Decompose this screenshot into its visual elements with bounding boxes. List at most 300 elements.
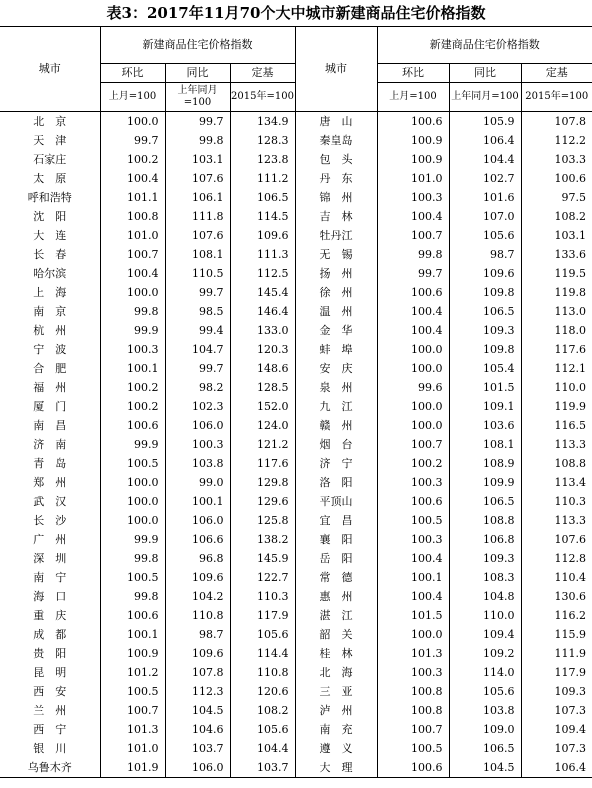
mom-right: 99.6 <box>377 378 449 397</box>
city-right: 宜 昌 <box>295 511 377 530</box>
table-row <box>0 511 592 530</box>
table-row <box>0 682 592 701</box>
base-right: 108.2 <box>554 210 587 223</box>
mom-left: 100.5 <box>100 568 165 587</box>
base-right: 97.5 <box>561 191 587 204</box>
yoy-left: 98.5 <box>165 302 230 321</box>
city-right: 泸 州 <box>295 701 377 720</box>
yoy-left: 104.6 <box>165 720 230 739</box>
base-right: 116.5 <box>554 419 587 432</box>
mom-left: 100.6 <box>100 606 165 625</box>
yoy-header-right: 同比 <box>449 64 521 83</box>
table-row <box>0 454 592 473</box>
city-left: 上 海 <box>0 283 100 302</box>
base-right: 133.6 <box>554 248 587 261</box>
table-title: 表3：2017年11月70个大中城市新建商品住宅价格指数 <box>106 4 486 22</box>
mom-right: 100.0 <box>377 359 449 378</box>
city-left: 宁 波 <box>0 340 100 359</box>
yoy-left: 103.1 <box>165 150 230 169</box>
mom-right: 100.5 <box>377 739 449 758</box>
city-left: 昆 明 <box>0 663 100 682</box>
city-left: 西 宁 <box>0 720 100 739</box>
base-right: 119.5 <box>554 267 587 280</box>
yoy-left: 103.8 <box>165 454 230 473</box>
mom-right: 100.7 <box>377 226 449 245</box>
mom-right: 100.5 <box>377 511 449 530</box>
yoy-right: 109.2 <box>449 644 521 663</box>
yoy-left: 112.3 <box>165 682 230 701</box>
yoy-left: 99.8 <box>165 131 230 150</box>
mom-right: 100.3 <box>377 473 449 492</box>
yoy-left: 99.7 <box>165 112 230 132</box>
yoy-right: 102.7 <box>449 169 521 188</box>
mom-right: 100.4 <box>377 207 449 226</box>
base-right: 111.9 <box>554 647 587 660</box>
mom-base-right: 上月=100 <box>377 83 449 112</box>
yoy-right: 103.8 <box>449 701 521 720</box>
yoy-right: 106.4 <box>449 131 521 150</box>
base-right: 108.8 <box>554 457 587 470</box>
yoy-left: 98.7 <box>165 625 230 644</box>
base-left: 108.2 <box>230 701 295 720</box>
mom-left: 100.0 <box>100 473 165 492</box>
table-row <box>0 568 592 587</box>
yoy-right: 105.6 <box>449 682 521 701</box>
city-left: 长 春 <box>0 245 100 264</box>
base-right: 116.2 <box>554 609 587 622</box>
city-right: 包 头 <box>295 150 377 169</box>
yoy-right: 108.8 <box>449 511 521 530</box>
base-left: 145.4 <box>230 283 295 302</box>
base-right: 113.3 <box>554 514 587 527</box>
yoy-base-right: 上年同月=100 <box>449 83 521 112</box>
yoy-right: 109.3 <box>449 321 521 340</box>
table-row <box>0 378 592 397</box>
yoy-left: 107.6 <box>165 226 230 245</box>
table-row <box>0 758 592 778</box>
yoy-left: 98.2 <box>165 378 230 397</box>
city-left: 深 圳 <box>0 549 100 568</box>
base-right: 110.0 <box>554 381 587 394</box>
group-header-left: 新建商品住宅价格指数 <box>100 27 295 64</box>
base-left: 120.6 <box>230 682 295 701</box>
base-right: 117.6 <box>554 343 587 356</box>
mom-right: 100.8 <box>377 701 449 720</box>
yoy-left: 99.0 <box>165 473 230 492</box>
table-row <box>0 131 592 150</box>
yoy-left: 104.5 <box>165 701 230 720</box>
yoy-left: 106.0 <box>165 416 230 435</box>
table-row <box>0 169 592 188</box>
city-right: 大 理 <box>295 758 377 778</box>
base-right: 110.3 <box>554 495 587 508</box>
mom-right: 99.7 <box>377 264 449 283</box>
city-left: 沈 阳 <box>0 207 100 226</box>
table-row <box>0 530 592 549</box>
base-left: 104.4 <box>230 739 295 758</box>
mom-right: 100.3 <box>377 663 449 682</box>
table-row <box>0 359 592 378</box>
yoy-right: 105.9 <box>449 112 521 132</box>
mom-right: 100.0 <box>377 397 449 416</box>
mom-right: 100.1 <box>377 568 449 587</box>
base-left: 128.5 <box>230 378 295 397</box>
table-row <box>0 549 592 568</box>
yoy-right: 106.5 <box>449 492 521 511</box>
city-left: 杭 州 <box>0 321 100 340</box>
city-left: 南 宁 <box>0 568 100 587</box>
city-left: 天 津 <box>0 131 100 150</box>
table-row <box>0 644 592 663</box>
city-header-right: 城市 <box>295 27 377 112</box>
base-right: 118.0 <box>554 324 587 337</box>
mom-header-right: 环比 <box>377 64 449 83</box>
base-left: 114.4 <box>230 644 295 663</box>
city-right: 锦 州 <box>295 188 377 207</box>
mom-left: 100.5 <box>100 682 165 701</box>
mom-right: 100.7 <box>377 720 449 739</box>
table-row <box>0 207 592 226</box>
yoy-right: 101.5 <box>449 378 521 397</box>
city-right: 扬 州 <box>295 264 377 283</box>
mom-right: 100.0 <box>377 625 449 644</box>
yoy-base-left: 上年同月=100 <box>165 83 230 112</box>
base-left: 152.0 <box>230 397 295 416</box>
base-left: 105.6 <box>230 720 295 739</box>
base-right: 103.1 <box>554 229 587 242</box>
base-right: 107.6 <box>554 533 587 546</box>
yoy-left: 106.6 <box>165 530 230 549</box>
base-left: 145.9 <box>230 549 295 568</box>
base-base-left: 2015年=100 <box>230 83 295 112</box>
city-header-left: 城市 <box>0 27 100 112</box>
base-left: 120.3 <box>230 340 295 359</box>
yoy-left: 103.7 <box>165 739 230 758</box>
city-left: 兰 州 <box>0 701 100 720</box>
city-right: 常 德 <box>295 568 377 587</box>
city-right: 安 庆 <box>295 359 377 378</box>
city-right: 丹 东 <box>295 169 377 188</box>
city-left: 武 汉 <box>0 492 100 511</box>
base-right: 117.9 <box>554 666 587 679</box>
table-row <box>0 492 592 511</box>
city-right: 桂 林 <box>295 644 377 663</box>
city-right: 泉 州 <box>295 378 377 397</box>
yoy-header-left: 同比 <box>165 64 230 83</box>
city-right: 岳 阳 <box>295 549 377 568</box>
mom-left: 100.2 <box>100 397 165 416</box>
city-left: 合 肥 <box>0 359 100 378</box>
city-left: 南 京 <box>0 302 100 321</box>
base-right: 119.8 <box>554 286 587 299</box>
table-row <box>0 663 592 682</box>
yoy-left: 107.6 <box>165 169 230 188</box>
yoy-right: 109.1 <box>449 397 521 416</box>
city-right: 秦皇岛 <box>295 131 377 150</box>
mom-left: 100.0 <box>100 492 165 511</box>
base-header-left: 定基 <box>230 64 295 83</box>
mom-left: 100.7 <box>100 245 165 264</box>
yoy-right: 106.8 <box>449 530 521 549</box>
yoy-right: 105.6 <box>449 226 521 245</box>
mom-left: 99.9 <box>100 321 165 340</box>
city-right: 三 亚 <box>295 682 377 701</box>
base-right: 109.4 <box>554 723 587 736</box>
base-left: 138.2 <box>230 530 295 549</box>
yoy-right: 108.9 <box>449 454 521 473</box>
city-left: 成 都 <box>0 625 100 644</box>
base-right: 107.3 <box>554 742 587 755</box>
table-row <box>0 188 592 207</box>
mom-right: 100.8 <box>377 682 449 701</box>
base-left: 112.5 <box>230 264 295 283</box>
yoy-right: 104.4 <box>449 150 521 169</box>
yoy-left: 100.1 <box>165 492 230 511</box>
yoy-right: 109.4 <box>449 625 521 644</box>
table-row <box>0 112 592 132</box>
table-row <box>0 397 592 416</box>
mom-right: 100.9 <box>377 131 449 150</box>
city-left: 贵 阳 <box>0 644 100 663</box>
base-left: 110.3 <box>230 587 295 606</box>
city-left: 哈尔滨 <box>0 264 100 283</box>
base-left: 133.0 <box>230 321 295 340</box>
base-right: 107.3 <box>554 704 587 717</box>
mom-base-left: 上月=100 <box>100 83 165 112</box>
base-right: 103.3 <box>554 153 587 166</box>
city-right: 金 华 <box>295 321 377 340</box>
mom-right: 100.6 <box>377 283 449 302</box>
mom-left: 100.7 <box>100 701 165 720</box>
yoy-left: 99.7 <box>165 359 230 378</box>
group-header-right: 新建商品住宅价格指数 <box>377 27 592 64</box>
base-right: 113.3 <box>554 438 587 451</box>
yoy-left: 108.1 <box>165 245 230 264</box>
mom-left: 101.9 <box>100 758 165 778</box>
yoy-left: 104.2 <box>165 587 230 606</box>
mom-right: 100.2 <box>377 454 449 473</box>
base-left: 117.9 <box>230 606 295 625</box>
city-left: 南 昌 <box>0 416 100 435</box>
city-left: 郑 州 <box>0 473 100 492</box>
base-base-right: 2015年=100 <box>521 83 592 112</box>
yoy-right: 98.7 <box>449 245 521 264</box>
mom-left: 101.0 <box>100 226 165 245</box>
mom-left: 100.4 <box>100 264 165 283</box>
mom-left: 101.0 <box>100 739 165 758</box>
yoy-right: 107.0 <box>449 207 521 226</box>
city-right: 九 江 <box>295 397 377 416</box>
mom-left: 99.8 <box>100 587 165 606</box>
base-left: 109.6 <box>230 226 295 245</box>
mom-left: 100.5 <box>100 454 165 473</box>
city-right: 遵 义 <box>295 739 377 758</box>
mom-right: 100.4 <box>377 321 449 340</box>
city-right: 北 海 <box>295 663 377 682</box>
city-left: 广 州 <box>0 530 100 549</box>
city-right: 洛 阳 <box>295 473 377 492</box>
mom-left: 100.2 <box>100 150 165 169</box>
city-right: 唐 山 <box>295 112 377 132</box>
yoy-left: 100.3 <box>165 435 230 454</box>
table-row <box>0 283 592 302</box>
mom-left: 100.1 <box>100 359 165 378</box>
mom-left: 100.6 <box>100 416 165 435</box>
base-header-right: 定基 <box>521 64 592 83</box>
base-left: 105.6 <box>230 625 295 644</box>
table-row <box>0 150 592 169</box>
base-left: 114.5 <box>230 207 295 226</box>
yoy-right: 109.9 <box>449 473 521 492</box>
base-right: 107.8 <box>554 115 587 128</box>
base-left: 134.9 <box>230 112 295 132</box>
base-left: 123.8 <box>230 150 295 169</box>
base-left: 121.2 <box>230 435 295 454</box>
mom-right: 100.0 <box>377 340 449 359</box>
city-left: 长 沙 <box>0 511 100 530</box>
yoy-left: 106.0 <box>165 758 230 778</box>
mom-right: 101.3 <box>377 644 449 663</box>
city-right: 襄 阳 <box>295 530 377 549</box>
mom-right: 100.9 <box>377 150 449 169</box>
table-row <box>0 701 592 720</box>
base-right: 110.4 <box>554 571 587 584</box>
table-row <box>0 302 592 321</box>
mom-right: 100.3 <box>377 530 449 549</box>
yoy-left: 99.4 <box>165 321 230 340</box>
city-right: 无 锡 <box>295 245 377 264</box>
mom-right: 100.6 <box>377 492 449 511</box>
base-left: 122.7 <box>230 568 295 587</box>
base-left: 110.8 <box>230 663 295 682</box>
city-right: 徐 州 <box>295 283 377 302</box>
yoy-right: 104.5 <box>449 758 521 778</box>
mom-left: 101.1 <box>100 188 165 207</box>
base-right: 119.9 <box>554 400 587 413</box>
city-right: 济 宁 <box>295 454 377 473</box>
city-left: 济 南 <box>0 435 100 454</box>
city-left: 青 岛 <box>0 454 100 473</box>
table-row <box>0 473 592 492</box>
base-left: 146.4 <box>230 302 295 321</box>
base-right: 130.6 <box>554 590 587 603</box>
base-left: 103.7 <box>230 758 295 778</box>
base-right: 115.9 <box>554 628 587 641</box>
mom-left: 100.0 <box>100 112 165 132</box>
base-left: 125.8 <box>230 511 295 530</box>
table-row <box>0 435 592 454</box>
table-row <box>0 606 592 625</box>
yoy-left: 107.8 <box>165 663 230 682</box>
table-row <box>0 739 592 758</box>
mom-left: 100.8 <box>100 207 165 226</box>
city-left: 乌鲁木齐 <box>0 758 100 778</box>
city-right: 牡丹江 <box>295 226 377 245</box>
yoy-right: 103.6 <box>449 416 521 435</box>
table-row <box>0 264 592 283</box>
city-right: 平顶山 <box>295 492 377 511</box>
yoy-right: 104.8 <box>449 587 521 606</box>
city-right: 湛 江 <box>295 606 377 625</box>
yoy-right: 106.5 <box>449 302 521 321</box>
yoy-left: 110.5 <box>165 264 230 283</box>
mom-right: 101.0 <box>377 169 449 188</box>
city-left: 银 川 <box>0 739 100 758</box>
city-right: 惠 州 <box>295 587 377 606</box>
yoy-right: 109.6 <box>449 264 521 283</box>
yoy-left: 106.0 <box>165 511 230 530</box>
mom-right: 100.6 <box>377 758 449 778</box>
mom-right: 101.5 <box>377 606 449 625</box>
base-left: 111.3 <box>230 245 295 264</box>
yoy-right: 101.6 <box>449 188 521 207</box>
mom-left: 100.4 <box>100 169 165 188</box>
mom-header-left: 环比 <box>100 64 165 83</box>
table-row <box>0 340 592 359</box>
yoy-left: 102.3 <box>165 397 230 416</box>
city-left: 海 口 <box>0 587 100 606</box>
base-right: 109.3 <box>554 685 587 698</box>
yoy-right: 109.8 <box>449 340 521 359</box>
base-right: 100.6 <box>554 172 587 185</box>
mom-left: 99.7 <box>100 131 165 150</box>
yoy-left: 104.7 <box>165 340 230 359</box>
mom-right: 100.7 <box>377 435 449 454</box>
city-left: 大 连 <box>0 226 100 245</box>
city-left: 福 州 <box>0 378 100 397</box>
table-row <box>0 625 592 644</box>
mom-right: 100.6 <box>377 112 449 132</box>
yoy-left: 111.8 <box>165 207 230 226</box>
mom-left: 100.9 <box>100 644 165 663</box>
yoy-left: 109.6 <box>165 568 230 587</box>
city-right: 韶 关 <box>295 625 377 644</box>
city-right: 赣 州 <box>295 416 377 435</box>
city-left: 石家庄 <box>0 150 100 169</box>
base-left: 129.6 <box>230 492 295 511</box>
base-right: 112.2 <box>554 134 587 147</box>
table-row <box>0 226 592 245</box>
mom-left: 100.0 <box>100 283 165 302</box>
base-right: 113.0 <box>554 305 587 318</box>
city-right: 南 充 <box>295 720 377 739</box>
base-left: 129.8 <box>230 473 295 492</box>
yoy-right: 109.8 <box>449 283 521 302</box>
city-right: 蚌 埠 <box>295 340 377 359</box>
yoy-right: 105.4 <box>449 359 521 378</box>
mom-left: 101.3 <box>100 720 165 739</box>
yoy-right: 108.1 <box>449 435 521 454</box>
base-left: 106.5 <box>230 188 295 207</box>
yoy-left: 109.6 <box>165 644 230 663</box>
mom-right: 99.8 <box>377 245 449 264</box>
mom-right: 100.4 <box>377 587 449 606</box>
price-index-table <box>0 26 592 778</box>
mom-left: 100.1 <box>100 625 165 644</box>
city-left: 厦 门 <box>0 397 100 416</box>
yoy-right: 110.0 <box>449 606 521 625</box>
mom-right: 100.3 <box>377 188 449 207</box>
yoy-right: 109.0 <box>449 720 521 739</box>
base-left: 124.0 <box>230 416 295 435</box>
base-right: 106.4 <box>521 758 592 778</box>
mom-left: 99.9 <box>100 435 165 454</box>
mom-left: 99.8 <box>100 302 165 321</box>
table-row <box>0 587 592 606</box>
yoy-right: 109.3 <box>449 549 521 568</box>
yoy-left: 99.7 <box>165 283 230 302</box>
city-left: 重 庆 <box>0 606 100 625</box>
